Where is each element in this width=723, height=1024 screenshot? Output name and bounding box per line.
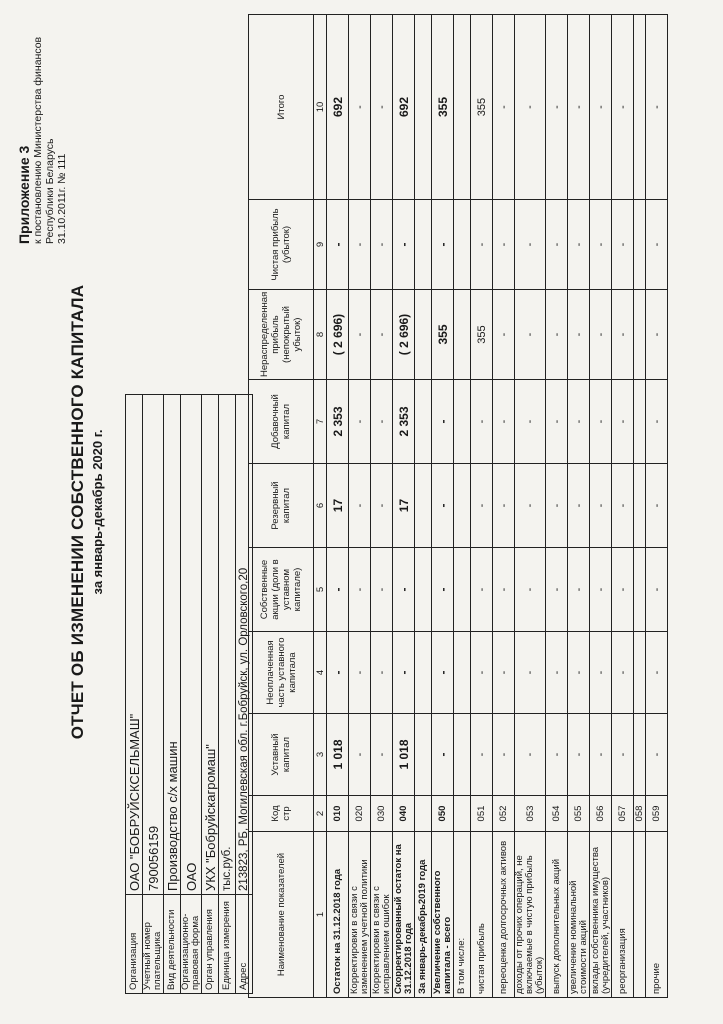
cell-value: - (349, 15, 371, 200)
cell-value: - (515, 200, 546, 290)
cell-value (415, 15, 432, 200)
row-code: 052 (493, 796, 515, 832)
org-info-row (202, 395, 219, 994)
cell-value: - (612, 290, 634, 380)
column-number: 5 (314, 548, 327, 632)
cell-value: - (568, 632, 590, 714)
row-code: 050 (432, 796, 454, 832)
cell-value (415, 464, 432, 548)
table-row (327, 15, 349, 998)
cell-value (634, 548, 646, 632)
cell-value: - (515, 15, 546, 200)
cell-value: - (515, 714, 546, 796)
column-number: 10 (314, 15, 327, 200)
cell-value: - (646, 464, 668, 548)
cell-value: - (371, 200, 393, 290)
cell-value (454, 632, 471, 714)
cell-value: - (646, 714, 668, 796)
row-name: Увеличение собственного капитала - всего (432, 832, 454, 998)
cell-value: - (432, 380, 454, 464)
cell-value: - (471, 632, 493, 714)
column-number: 7 (314, 380, 327, 464)
cell-value: - (349, 200, 371, 290)
report-title: ОТЧЕТ ОБ ИЗМЕНЕНИИ СОБСТВЕННОГО КАПИТАЛА (68, 284, 87, 740)
cell-value: - (568, 714, 590, 796)
column-header: Код стр (249, 796, 314, 832)
cell-value (415, 290, 432, 380)
cell-value: - (590, 380, 612, 464)
cell-value: - (568, 464, 590, 548)
cell-value: - (612, 200, 634, 290)
column-header: Чистая прибыль (убыток) (249, 200, 314, 290)
cell-value: - (327, 632, 349, 714)
cell-value: - (590, 714, 612, 796)
cell-value: 1 018 (327, 714, 349, 796)
cell-value: - (590, 464, 612, 548)
cell-value: - (568, 200, 590, 290)
cell-value (634, 200, 646, 290)
org-info-value: 213823, РБ, Могилевская обл. г.Бобруйск, ул. Орловского,20 (236, 395, 253, 895)
org-info-row (164, 395, 181, 994)
cell-value: - (371, 290, 393, 380)
table-row (371, 15, 393, 998)
cell-value: - (393, 632, 415, 714)
table-row (515, 15, 546, 998)
row-name: Корректировки в связи с изменением учетной политики (349, 832, 371, 998)
row-code: 051 (471, 796, 493, 832)
column-header: Нераспределенная прибыль (непокрытый убыток) (249, 290, 314, 380)
cell-value: - (493, 380, 515, 464)
row-code (454, 796, 471, 832)
row-name: Корректировки в связи с исправлением ошибок (371, 832, 393, 998)
cell-value (454, 290, 471, 380)
cell-value: - (590, 548, 612, 632)
table-row (634, 15, 646, 998)
column-numbers (314, 15, 327, 998)
row-code: 057 (612, 796, 634, 832)
cell-value: - (471, 548, 493, 632)
cell-value: - (493, 632, 515, 714)
org-info-label: Организация (126, 895, 143, 994)
table-row (432, 15, 454, 998)
cell-value: - (349, 714, 371, 796)
cell-value: 355 (471, 290, 493, 380)
column-header: Уставный капитал (249, 714, 314, 796)
cell-value: - (546, 548, 568, 632)
table-row (612, 15, 634, 998)
cell-value: - (646, 200, 668, 290)
row-name: выпуск дополнительных акций (546, 832, 568, 998)
row-name: реорганизация (612, 832, 634, 998)
cell-value (634, 290, 646, 380)
cell-value: - (568, 548, 590, 632)
cell-value (634, 380, 646, 464)
cell-value: - (327, 200, 349, 290)
cell-value: - (371, 380, 393, 464)
table-row (349, 15, 371, 998)
cell-value: - (493, 464, 515, 548)
cell-value: - (371, 15, 393, 200)
table-row (646, 15, 668, 998)
row-code: 030 (371, 796, 393, 832)
org-info-value: тыс.руб. (219, 395, 236, 895)
cell-value: - (612, 632, 634, 714)
cell-value (454, 464, 471, 548)
cell-value: - (371, 464, 393, 548)
row-name: доходы от прочих операций, не включаемые в чистую прибыль (убыток) (515, 832, 546, 998)
cell-value: - (349, 632, 371, 714)
cell-value: - (432, 714, 454, 796)
cell-value: - (432, 632, 454, 714)
row-name: переоценка долгосрочных активов (493, 832, 515, 998)
cell-value: - (493, 290, 515, 380)
cell-value: - (371, 548, 393, 632)
cell-value: - (393, 548, 415, 632)
cell-value: 1 018 (393, 714, 415, 796)
cell-value: 2 353 (393, 380, 415, 464)
table-row (471, 15, 493, 998)
cell-value: - (546, 464, 568, 548)
cell-value: 355 (471, 15, 493, 200)
org-info-label: Адрес (236, 895, 253, 994)
org-info-value: Производство с/х машин (164, 395, 181, 895)
row-name: прочие (646, 832, 668, 998)
column-header: Добавочный капитал (249, 380, 314, 464)
org-info-value: ОАО (181, 395, 202, 895)
cell-value: - (515, 464, 546, 548)
column-header: Наименование показателей (249, 832, 314, 998)
cell-value: - (546, 290, 568, 380)
cell-value (415, 548, 432, 632)
cell-value: 2 353 (327, 380, 349, 464)
cell-value: - (546, 200, 568, 290)
table-row (546, 15, 568, 998)
cell-value: ( 2 696) (393, 290, 415, 380)
column-number: 9 (314, 200, 327, 290)
table-row (590, 15, 612, 998)
cell-value: - (646, 548, 668, 632)
column-header: Собственные акции (доли в уставном капитале) (249, 548, 314, 632)
row-code: 010 (327, 796, 349, 832)
cell-value: - (515, 290, 546, 380)
report-period: за январь-декабрь 2020 г. (90, 429, 105, 595)
column-number: 3 (314, 714, 327, 796)
equity-changes-table (248, 14, 668, 998)
cell-value: - (612, 548, 634, 632)
cell-value: - (590, 200, 612, 290)
row-name: Остаток на 31.12.2018 года (327, 832, 349, 998)
cell-value: - (349, 380, 371, 464)
cell-value: - (546, 714, 568, 796)
row-code: 055 (568, 796, 590, 832)
organization-info-table (125, 394, 253, 994)
row-name: увеличение номинальной стоимости акций (568, 832, 590, 998)
cell-value (634, 464, 646, 548)
cell-value (454, 714, 471, 796)
cell-value: - (327, 548, 349, 632)
row-name: За январь-декабрь2019 года (415, 832, 432, 998)
cell-value: - (432, 200, 454, 290)
row-code: 053 (515, 796, 546, 832)
cell-value: - (515, 632, 546, 714)
cell-value: - (349, 464, 371, 548)
cell-value: - (432, 548, 454, 632)
cell-value (415, 632, 432, 714)
cell-value: - (590, 632, 612, 714)
org-info-value: 790056159 (143, 395, 164, 895)
column-headers (249, 15, 314, 998)
cell-value: - (432, 464, 454, 548)
cell-value: - (493, 15, 515, 200)
org-info-label: Вид деятельности (164, 895, 181, 994)
cell-value: - (371, 632, 393, 714)
column-header: Итого (249, 15, 314, 200)
cell-value: - (546, 15, 568, 200)
cell-value: 692 (393, 15, 415, 200)
cell-value: - (515, 548, 546, 632)
cell-value: - (590, 290, 612, 380)
cell-value: - (349, 548, 371, 632)
cell-value (415, 714, 432, 796)
column-number: 8 (314, 290, 327, 380)
row-code: 054 (546, 796, 568, 832)
cell-value: - (349, 290, 371, 380)
org-info-value: УКХ "Бобруйскагромаш" (202, 395, 219, 895)
cell-value: - (471, 380, 493, 464)
cell-value: - (371, 714, 393, 796)
row-code (415, 796, 432, 832)
cell-value: - (493, 714, 515, 796)
org-info-label: Организационно-правовая форма (181, 895, 202, 994)
column-number: 6 (314, 464, 327, 548)
cell-value (634, 15, 646, 200)
column-number: 4 (314, 632, 327, 714)
column-number: 1 (314, 832, 327, 998)
row-code: 058 (634, 796, 646, 832)
decree-line-1: к постановлению Министерства финансов Республики Беларусь (32, 36, 56, 244)
org-info-row (181, 395, 202, 994)
cell-value: - (590, 15, 612, 200)
cell-value (415, 200, 432, 290)
column-header: Резервный капитал (249, 464, 314, 548)
cell-value (634, 714, 646, 796)
cell-value: 17 (393, 464, 415, 548)
cell-value: - (515, 380, 546, 464)
org-info-label: Единица измерения (219, 895, 236, 994)
cell-value (634, 632, 646, 714)
cell-value (454, 548, 471, 632)
cell-value: ( 2 696) (327, 290, 349, 380)
table-row (393, 15, 415, 998)
decree-line-2: 31.10.2011г. № 111 (56, 153, 68, 244)
row-code: 020 (349, 796, 371, 832)
row-name: вклады собственника имущества (учредителей, участников) (590, 832, 612, 998)
org-info-label: Орган управления (202, 895, 219, 994)
org-info-row (143, 395, 164, 994)
cell-value: - (568, 290, 590, 380)
cell-value: - (646, 290, 668, 380)
column-number: 2 (314, 796, 327, 832)
org-info-row (219, 395, 236, 994)
row-name (634, 832, 646, 998)
cell-value (454, 15, 471, 200)
cell-value: - (612, 714, 634, 796)
org-info-value: ОАО "БОБРУЙСКСЕЛЬМАШ" (126, 395, 143, 895)
table-row (454, 15, 471, 998)
cell-value: - (493, 548, 515, 632)
org-info-row (126, 395, 143, 994)
table-row (568, 15, 590, 998)
cell-value: - (546, 380, 568, 464)
cell-value: 355 (432, 15, 454, 200)
row-code: 056 (590, 796, 612, 832)
org-info-label: Учетный номер плательщика (143, 895, 164, 994)
appendix-label: Приложение 3 (16, 145, 32, 244)
cell-value: 17 (327, 464, 349, 548)
cell-value: - (646, 380, 668, 464)
cell-value: - (471, 464, 493, 548)
cell-value (415, 380, 432, 464)
row-name: В том числе: (454, 832, 471, 998)
row-name: чистая прибыль (471, 832, 493, 998)
cell-value: - (646, 632, 668, 714)
table-row (493, 15, 515, 998)
cell-value: - (493, 200, 515, 290)
cell-value: - (568, 15, 590, 200)
cell-value: 692 (327, 15, 349, 200)
table-row (415, 15, 432, 998)
row-name: Скорректированный остаток на 31.12.2018 года (393, 832, 415, 998)
row-code: 040 (393, 796, 415, 832)
row-code: 059 (646, 796, 668, 832)
column-header: Неоплаченная часть уставного капитала (249, 632, 314, 714)
cell-value (454, 200, 471, 290)
cell-value: - (471, 200, 493, 290)
cell-value: 355 (432, 290, 454, 380)
cell-value: - (393, 200, 415, 290)
cell-value: - (612, 15, 634, 200)
cell-value: - (612, 464, 634, 548)
cell-value: - (546, 632, 568, 714)
decree-reference (16, 14, 68, 244)
cell-value: - (471, 714, 493, 796)
cell-value (454, 380, 471, 464)
cell-value: - (612, 380, 634, 464)
cell-value: - (568, 380, 590, 464)
cell-value: - (646, 15, 668, 200)
